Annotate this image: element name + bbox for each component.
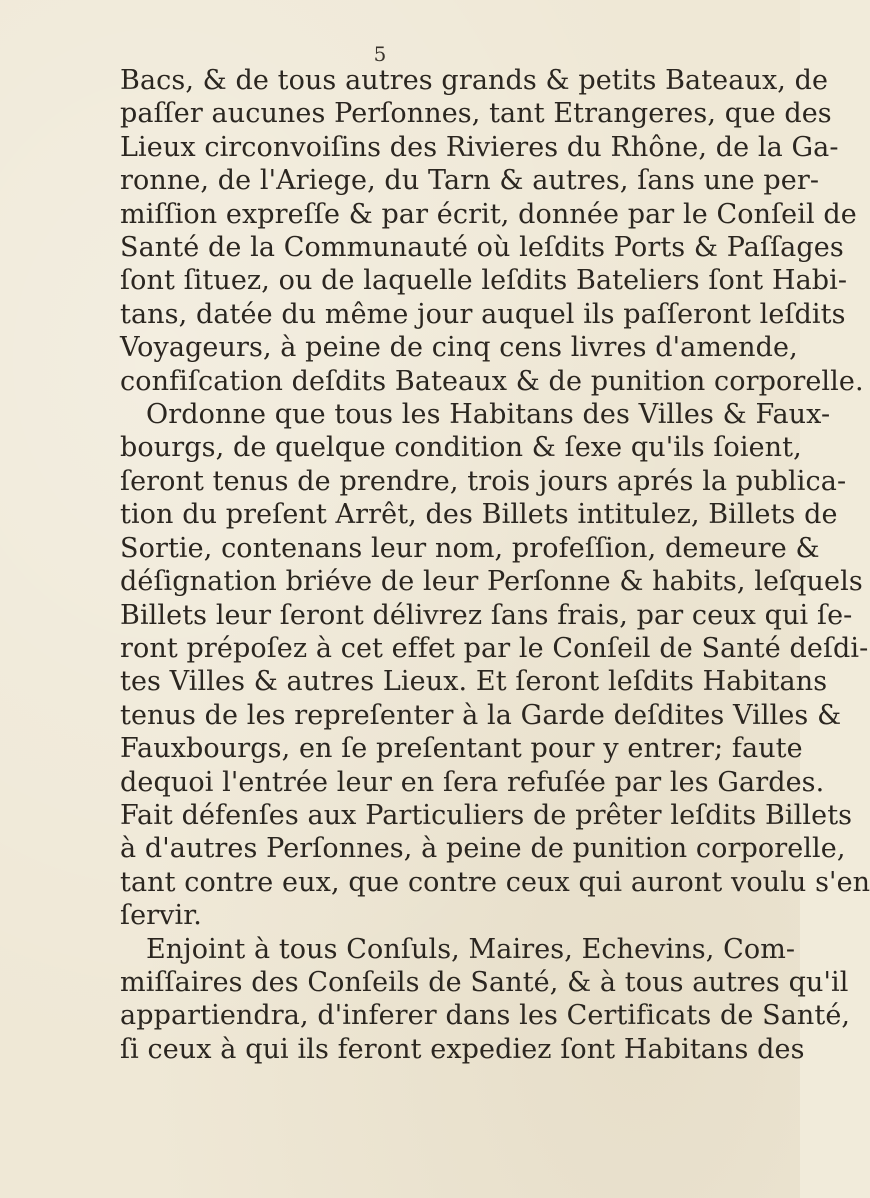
text-line-13: ſeront tenus de prendre, trois jours aprés la publica-	[120, 465, 847, 497]
text-line-29: appartiendra, d'inferer dans les Certificats de Santé,	[120, 1000, 851, 1032]
text-line-27: Enjoint à tous Conſuls, Maires, Echevins, Com-	[146, 933, 796, 965]
text-line-5: miſſion expreſſe & par écrit, donnée par le Conſeil de	[120, 198, 857, 230]
text-line-1: Bacs, & de tous autres grands & petits Bateaux, de	[120, 65, 829, 96]
text-line-11: Ordonne que tous les Habitans des Villes & Faux-	[146, 399, 831, 431]
body-text	[120, 64, 870, 1066]
text-line-7: ſont ſituez, ou de laquelle leſdits Bateliers ſont Habi-	[120, 265, 848, 297]
text-line-24: à d'autres Perſonnes, à peine de punition corporelle,	[120, 833, 846, 865]
text-line-28: miſſaires des Conſeils de Santé, & à tous autres qu'il	[120, 966, 849, 998]
text-line-3: Lieux circonvoiſins des Rivieres du Rhône, de la Ga-	[120, 131, 839, 163]
text-line-17: Billets leur ſeront délivrez ſans frais, par ceux qui ſe-	[120, 599, 853, 631]
text-line-6: Santé de la Communauté où leſdits Ports & Paſſages	[120, 232, 844, 264]
text-line-8: tans, datée du même jour auquel ils paſſeront leſdits	[120, 298, 846, 330]
text-line-2: paſſer aucunes Perſonnes, tant Etrangeres, que des	[120, 98, 832, 130]
text-line-9: Voyageurs, à peine de cinq cens livres d'amende,	[120, 332, 798, 364]
text-line-4: ronne, de l'Ariege, du Tarn & autres, ſans une per-	[120, 165, 820, 197]
text-line-14: tion du preſent Arrêt, des Billets intitulez, Billets de	[120, 499, 838, 531]
text-line-19: tes Villes & autres Lieux. Et ſeront leſdits Habitans	[120, 666, 828, 698]
text-line-16: déſignation briéve de leur Perſonne & habits, leſquels	[120, 566, 863, 598]
text-line-25: tant contre eux, que contre ceux qui auront voulu s'en	[120, 866, 870, 898]
text-line-23: Fait défenſes aux Particuliers de prêter leſdits Billets	[120, 799, 853, 831]
text-line-30: ſi ceux à qui ils feront expediez ſont Habitans des	[120, 1033, 805, 1065]
page-number: 5	[373, 42, 387, 66]
text-line-22: dequoi l'entrée leur en ſera refuſée par les Gardes.	[120, 766, 825, 798]
text-line-10: confiſcation deſdits Bateaux & de punition corporelle.	[120, 365, 864, 397]
text-line-20: tenus de les repreſenter à la Garde deſdites Villes &	[120, 699, 842, 731]
text-line-26: ſervir.	[120, 900, 202, 932]
text-line-12: bourgs, de quelque condition & ſexe qu'ils ſoient,	[120, 432, 802, 464]
text-line-18: ront prépoſez à cet effet par le Conſeil de Santé deſdi-	[120, 632, 869, 664]
text-line-15: Sortie, contenans leur nom, profeſſion, demeure &	[120, 532, 820, 564]
text-line-21: Fauxbourgs, en ſe preſentant pour y entrer; faute	[120, 733, 803, 765]
